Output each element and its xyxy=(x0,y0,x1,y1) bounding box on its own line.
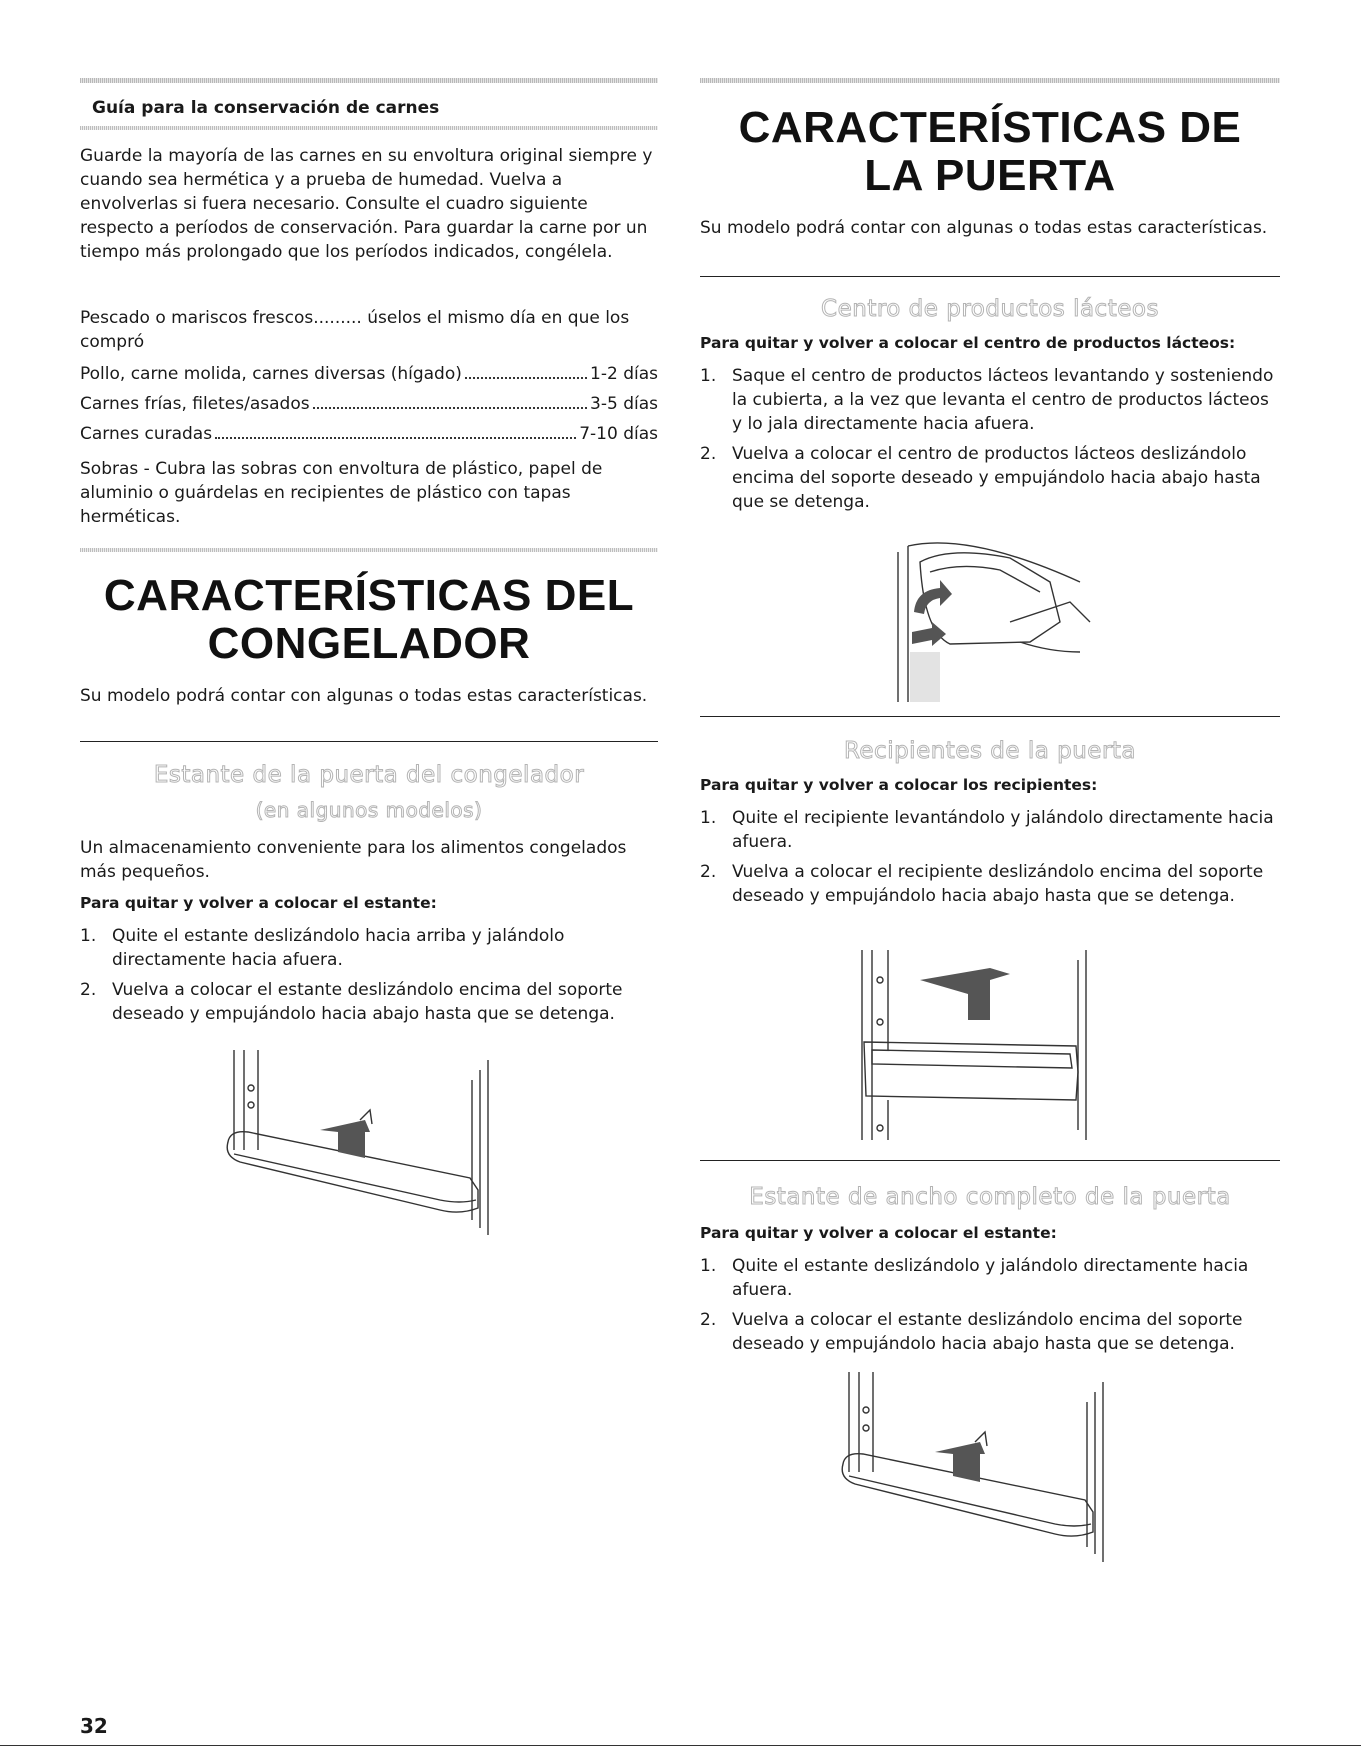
list-item: 1. Saque el centro de productos lácteos levantando y sosteniendo la cubierta, a la vez que levanta el centro de productos lácteos y lo jala directamente hacia afuera. xyxy=(700,366,1274,434)
storage-table xyxy=(80,362,658,446)
divider xyxy=(80,126,658,130)
freezer-shelf-desc: Un almacenamiento conveniente para los alimentos congelados más pequeños. xyxy=(80,838,627,882)
freezer-intro: Su modelo podrá contar con algunas o todas estas características. xyxy=(80,686,648,706)
bins-title: Recipientes de la puerta xyxy=(843,738,1137,764)
fullwidth-shelf-illustration xyxy=(835,1372,1135,1567)
meat-guide-intro: Guarde la mayoría de las carnes en su envoltura original siempre y cuando sea hermética y a prueba de humedad. Vuelva a envolverlas si fuera necesario. Consulte el cuadro siguiente respecto a períodos de conservación. Para guardar la carne por un tiempo más prolongado que los períodos indicados, congélela. xyxy=(80,146,653,262)
door-bin-illustration xyxy=(850,950,1100,1140)
list-item: 2. Vuelva a colocar el centro de productos lácteos deslizándolo encima del soporte deseado y empujándolo hacia abajo hasta que se detenga. xyxy=(700,444,1261,512)
divider xyxy=(700,1160,1280,1161)
divider xyxy=(80,548,658,552)
fish-note: Pescado o mariscos frescos......... úselos el mismo día en que los compró xyxy=(80,308,630,352)
bins-steps xyxy=(700,806,1280,914)
list-item: 2. Vuelva a colocar el estante deslizándolo encima del soporte deseado y empujándolo hacia abajo hasta que se detenga. xyxy=(80,980,623,1024)
dairy-center-illustration xyxy=(890,532,1110,707)
dairy-steps xyxy=(700,364,1280,520)
bins-how: Para quitar y volver a colocar los recipientes: xyxy=(700,776,1098,794)
list-item: 2. Vuelva a colocar el recipiente deslizándolo encima del soporte deseado y empujándolo hacia abajo hasta que se detenga. xyxy=(700,862,1264,906)
table-row: Carnes frías, filetes/asados 3-5 días xyxy=(80,394,658,414)
list-item: 2. Vuelva a colocar el estante deslizándolo encima del soporte deseado y empujándolo hacia abajo hasta que se detenga. xyxy=(700,1310,1243,1354)
fullwidth-shelf-title: Estante de ancho completo de la puerta xyxy=(749,1184,1231,1210)
freezer-shelf-illustration xyxy=(220,1050,520,1240)
door-intro: Su modelo podrá contar con algunas o todas estas características. xyxy=(700,218,1268,238)
fullwidth-shelf-steps xyxy=(700,1254,1280,1362)
dairy-how: Para quitar y volver a colocar el centro de productos lácteos: xyxy=(700,334,1236,352)
divider xyxy=(80,741,658,742)
divider xyxy=(700,716,1280,717)
list-item: 1. Quite el recipiente levantándolo y jalándolo directamente hacia afuera. xyxy=(700,808,1274,852)
freezer-shelf-how: Para quitar y volver a colocar el estante: xyxy=(80,894,437,912)
list-item: 1. Quite el estante deslizándolo hacia arriba y jalándolo directamente hacia afuera. xyxy=(80,926,565,970)
list-item: 1. Quite el estante deslizándolo y jalándolo directamente hacia afuera. xyxy=(700,1256,1249,1300)
freezer-shelf-title: Estante de la puerta del congelador xyxy=(153,762,585,788)
bottom-rule xyxy=(0,1745,1361,1746)
leftovers-note: Sobras - Cubra las sobras con envoltura de plástico, papel de aluminio o guárdelas en recipientes de plástico con tapas herméticas. xyxy=(80,459,603,527)
door-title: CARACTERÍSTICAS DE LA PUERTA xyxy=(738,103,1242,200)
divider xyxy=(700,276,1280,277)
page-number: 32 xyxy=(80,1714,108,1738)
table-row: Carnes curadas 7-10 días xyxy=(80,424,658,444)
table-row: Pollo, carne molida, carnes diversas (hígado) 1-2 días xyxy=(80,364,658,384)
dairy-title: Centro de productos lácteos xyxy=(821,296,1159,322)
freezer-shelf-subtitle: (en algunos modelos) xyxy=(255,798,483,822)
fullwidth-shelf-how: Para quitar y volver a colocar el estante: xyxy=(700,1224,1057,1242)
freezer-shelf-steps xyxy=(80,924,658,1032)
meat-guide-heading: Guía para la conservación de carnes xyxy=(92,98,440,118)
top-rule xyxy=(700,78,1280,83)
top-rule xyxy=(80,78,658,83)
freezer-title: CARACTERÍSTICAS DEL CONGELADOR xyxy=(103,571,635,668)
